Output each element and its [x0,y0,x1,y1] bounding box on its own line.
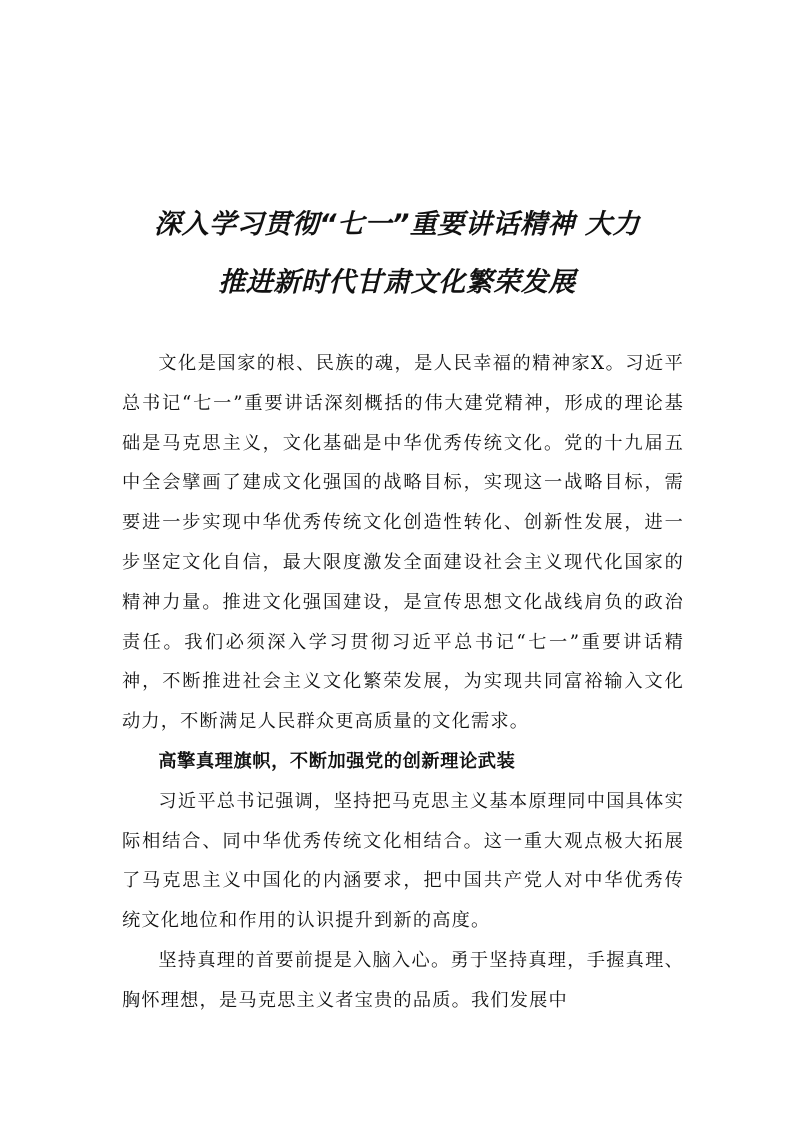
paragraph-2: 习近平总书记强调，坚持把马克思主义基本原理同中国具体实际相结合、同中华优秀传统文化相结合。这一重大观点极大拓展了马克思主义中国化的内涵要求，把中国共产党人对中华优秀传统文化地位和作用的认识提升到新的高度。 [122,790,684,932]
paragraph-1: 文化是国家的根、民族的魂，是人民幸福的精神家X。习近平总书记“七一”重要讲话深刻概括的伟大建党精神，形成的理论基础是马克思主义，文化基础是中华优秀传统文化。党的十九届五中全会擘画了建成文化强国的战略目标，实现这一战略目标，需要进一步实现中华优秀传统文化创造性转化、创新性发展，进一步坚定文化自信，最大限度激发全面建设社会主义现代化国家的精神力量。推进文化强国建设，是宣传思想文化战线肩负的政治责任。我们必须深入学习贯彻习近平总书记“七一”重要讲话精神，不断推进社会主义文化繁荣发展，为实现共同富裕输入文化动力，不断满足人民群众更高质量的文化需求。 [122,353,684,733]
document-title [90,196,704,312]
document-body [122,344,684,1021]
title-line-1: 深入学习贯彻“七一”重要讲话精神 大力 [154,209,640,240]
section-heading-1: 高擎真理旗帜，不断加强党的创新理论武装 [158,750,516,772]
paragraph-3: 坚持真理的首要前提是入脑入心。勇于坚持真理，手握真理、胸怀理想，是马克思主义者宝贵的品质。我们发展中 [122,949,684,1011]
title-line-2: 推进新时代甘肃文化繁荣发展 [218,267,576,298]
